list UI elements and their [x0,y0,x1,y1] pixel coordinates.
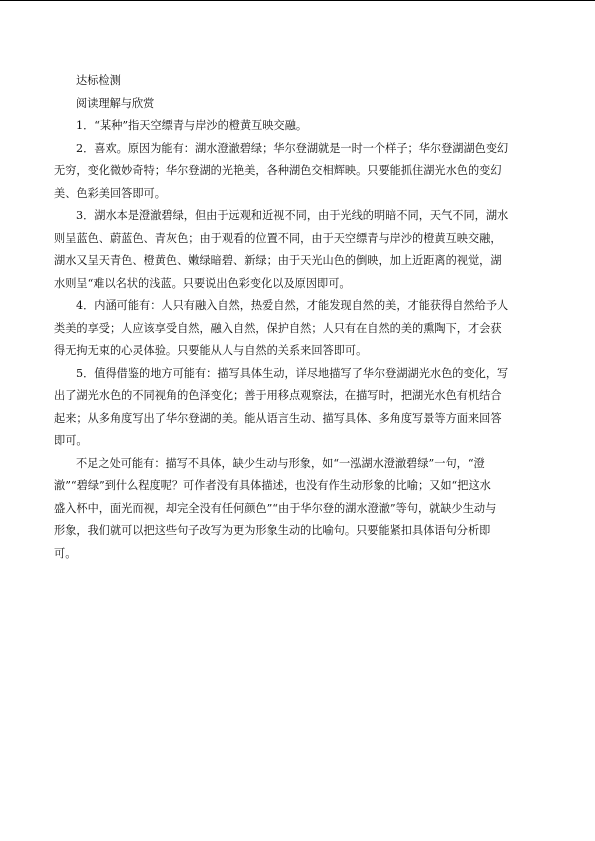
paragraph-line: 则呈蓝色、蔚蓝色、青灰色；由于观看的位置不同，由于天空缥青与岸沙的橙黄互映交融， [54,231,502,245]
paragraph-line: 5．值得借鉴的地方可能有：描写具体生动，详尽地描写了华尔登湖湖光水色的变化，写 [76,366,509,380]
paragraph-line: 1．“某种”指天空缥青与岸沙的橙黄互映交融。 [76,119,308,132]
paragraph-answer-1 [54,115,542,138]
paragraph-line: 出了湖光水色的不同视角的色泽变化；善于用移点观察法，在描写时，把湖光水色有机结合 [54,389,502,402]
answer-paragraphs [54,115,542,565]
paragraph-line: 起来；从多角度写出了华尔登湖的美。能从语言生动、描写具体、多角度写景等方面来回答 [54,411,502,425]
paragraph-line: 水则呈“难以名状的浅蓝。只要说出色彩变化以及原因即可。 [54,276,351,290]
paragraph-answer-2 [54,138,542,206]
paragraph-line: 3．湖水本是澄澈碧绿，但由于远观和近视不同，由于光线的明暗不同，天气不同，湖水 [76,209,509,222]
paragraph-line: 无穷，变化微妙奇特；华尔登湖的光艳美，各种湖色交相辉映。只要能抓住湖光水色的变幻 [54,164,502,177]
section-heading: 达标检测 [76,74,121,87]
paragraph-answer-3 [54,205,542,295]
top-rule [0,0,595,1]
paragraph-line: 可。 [54,546,77,560]
paragraph-line: 湖水又呈天青色、橙黄色、嫩绿暗碧、新绿；由于天光山色的倒映，加上近距离的视觉，湖 [54,254,502,267]
paragraph-line: 类美的享受；人应该享受自然，融入自然，保护自然；人只有在自然的美的熏陶下，才会获 [54,321,502,335]
paragraph-line: 4．内涵可能有：人只有融入自然，热爱自然，才能发现自然的美，才能获得自然给予人 [76,299,509,312]
paragraph-answer-5 [54,363,542,453]
section-subheading: 阅读理解与欣赏 [76,96,155,110]
paragraph-line: 美、色彩美回答即可。 [54,186,166,200]
paragraph-answer-5-shortcomings [54,453,542,566]
paragraph-answer-4 [54,295,542,363]
paragraph-line: 不足之处可能有：描写不具体，缺少生动与形象，如“一泓湖水澄澈碧绿”一句，“澄 [76,456,485,470]
paragraph-line: 澈”“碧绿”到什么程度呢？可作者没有具体描述，也没有作生动形象的比喻；又如“把这水 [54,479,491,492]
paragraph-line: 即可。 [54,434,88,447]
paragraph-line: 形象，我们就可以把这些句子改写为更为形象生动的比喻句。只要能紧扣具体语句分析即 [54,524,491,537]
document-body [54,70,542,565]
paragraph-line: 得无拘无束的心灵体验。只要能从人与自然的关系来回答即可。 [54,344,368,357]
paragraph-line: 2．喜欢。原因为能有：湖水澄澈碧绿；华尔登湖就是一时一个样子；华尔登湖湖色变幻 [76,141,509,155]
paragraph-line: 盛入杯中，面光而视，却完全没有任何颜色”“由于华尔登的湖水澄澈”等句，就缺少生动与 [54,501,497,515]
